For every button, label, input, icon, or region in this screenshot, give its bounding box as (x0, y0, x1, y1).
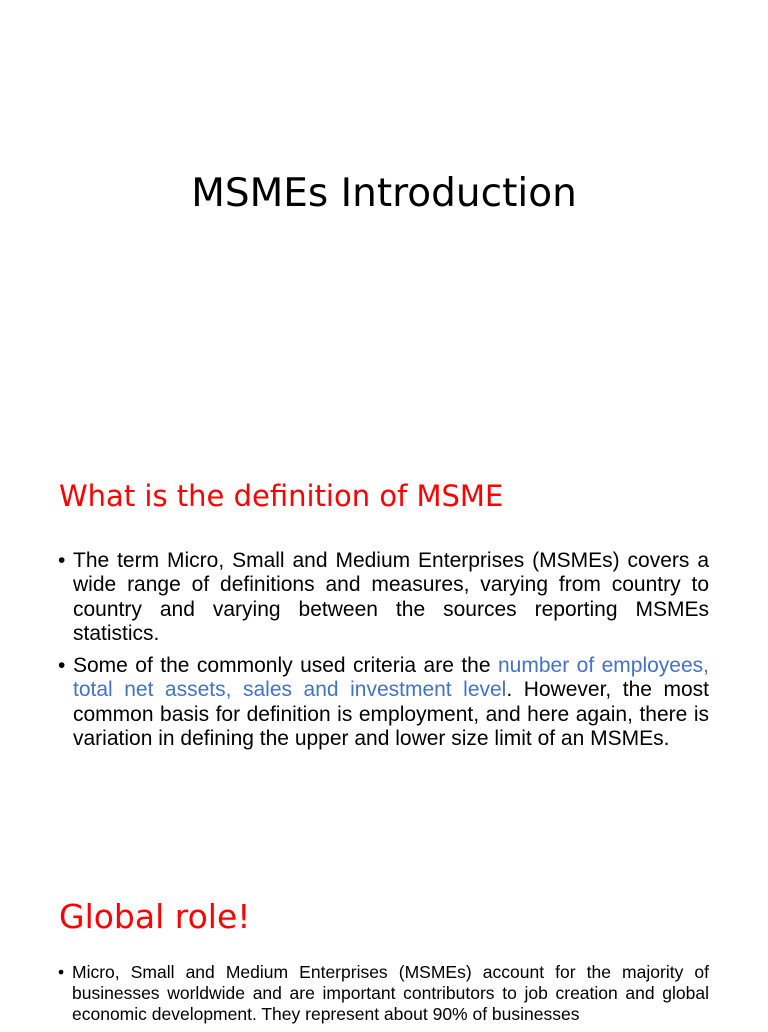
global-bullet-list (58, 962, 709, 1032)
bullet-mark: • (58, 962, 65, 982)
global-bullet-1 (58, 962, 709, 1024)
bullet-mark: • (58, 549, 66, 572)
definition-bullet-2-text-after: . However, the most common basis for definition is employment, and here again, there is variation in defining the upper and lower size limit of an MSMEs. (73, 678, 710, 751)
global-role-heading: Global role! (59, 897, 251, 936)
definition-bullet-1 (58, 549, 709, 646)
definition-bullet-list (58, 549, 709, 759)
definition-bullet-1-text: The term Micro, Small and Medium Enterprises (MSMEs) covers a wide range of definitions and measures, varying from country to country and varying between the sources reporting MSMEs statistics. (73, 549, 709, 645)
global-bullet-1-text: Micro, Small and Medium Enterprises (MSMEs) account for the majority of businesses worldwide and are important contributors to job creation and global economic development. They represent about 90% of businesses (72, 962, 709, 1024)
definition-bullet-2 (58, 654, 709, 751)
definition-heading: What is the definition of MSME (59, 479, 504, 513)
definition-bullet-2-highlight: number of employees, total net assets, sales and investment level (73, 654, 709, 702)
bullet-mark: • (58, 654, 66, 678)
definition-bullet-2-text-before: Some of the commonly used criteria are the (73, 654, 498, 678)
slide-title: MSMEs Introduction (191, 171, 577, 216)
